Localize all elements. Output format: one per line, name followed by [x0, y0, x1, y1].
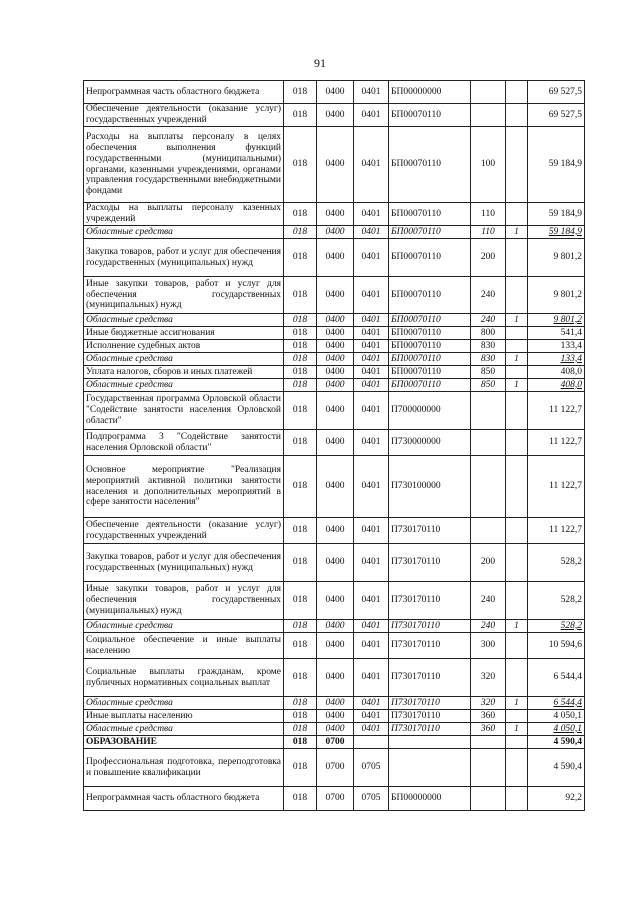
gr-code-cell: 018	[284, 104, 317, 127]
table-row	[84, 723, 585, 736]
amount-cell: 4 050,1	[528, 710, 585, 723]
subsection-code-cell: 0401	[354, 353, 389, 366]
funding-source-cell	[506, 327, 528, 340]
amount-cell: 408,0	[528, 379, 585, 392]
gr-code-cell: 018	[284, 379, 317, 392]
amount-cell: 408,0	[528, 366, 585, 379]
gr-code-cell: 018	[284, 544, 317, 582]
amount-cell: 6 544,4	[528, 659, 585, 697]
expense-name-cell: Социальные выплаты гражданам, кроме публичных нормативных социальных выплат	[84, 659, 284, 697]
amount-cell: 11 122,7	[528, 518, 585, 544]
target-item-code-cell: БП00070110	[389, 226, 471, 239]
expense-type-code-cell	[471, 430, 506, 456]
amount-cell: 69 527,5	[528, 81, 585, 104]
expense-type-code-cell: 110	[471, 203, 506, 226]
target-item-code-cell: БП00070110	[389, 239, 471, 277]
expense-name-cell: Обеспечение деятельности (оказание услуг) государственных учреждений	[84, 104, 284, 127]
expense-type-code-cell: 850	[471, 379, 506, 392]
table-row	[84, 787, 585, 811]
funding-source-cell	[506, 544, 528, 582]
section-code-cell: 0400	[317, 430, 354, 456]
expense-name-cell: Областные средства	[84, 353, 284, 366]
gr-code-cell: 018	[284, 277, 317, 314]
table-body	[84, 81, 585, 811]
funding-source-cell	[506, 430, 528, 456]
expense-type-code-cell: 240	[471, 582, 506, 620]
section-code-cell: 0400	[317, 518, 354, 544]
section-code-cell: 0400	[317, 104, 354, 127]
amount-cell: 59 184,9	[528, 127, 585, 203]
target-item-code-cell: П730170110	[389, 697, 471, 710]
expense-type-code-cell: 240	[471, 314, 506, 327]
gr-code-cell: 018	[284, 749, 317, 787]
target-item-code-cell: П730170110	[389, 518, 471, 544]
subsection-code-cell: 0401	[354, 104, 389, 127]
funding-source-cell	[506, 81, 528, 104]
expense-type-code-cell: 830	[471, 340, 506, 353]
table-row	[84, 239, 585, 277]
expense-type-code-cell	[471, 736, 506, 749]
section-code-cell: 0400	[317, 353, 354, 366]
expense-name-cell: Областные средства	[84, 226, 284, 239]
table-row	[84, 340, 585, 353]
subsection-code-cell: 0401	[354, 327, 389, 340]
subsection-code-cell: 0401	[354, 456, 389, 518]
section-code-cell: 0400	[317, 697, 354, 710]
section-code-cell: 0700	[317, 736, 354, 749]
amount-cell: 9 801,2	[528, 277, 585, 314]
funding-source-cell: 1	[506, 723, 528, 736]
amount-cell: 9 801,2	[528, 314, 585, 327]
amount-cell: 133,4	[528, 353, 585, 366]
section-code-cell: 0400	[317, 392, 354, 430]
table-row	[84, 81, 585, 104]
table-row	[84, 127, 585, 203]
funding-source-cell	[506, 239, 528, 277]
amount-cell: 10 594,6	[528, 633, 585, 659]
section-code-cell: 0700	[317, 749, 354, 787]
section-code-cell: 0400	[317, 659, 354, 697]
target-item-code-cell: П730170110	[389, 544, 471, 582]
expense-type-code-cell: 110	[471, 226, 506, 239]
funding-source-cell	[506, 749, 528, 787]
amount-cell: 4 590,4	[528, 749, 585, 787]
expense-type-code-cell: 320	[471, 697, 506, 710]
funding-source-cell	[506, 366, 528, 379]
expense-name-cell: Социальное обеспечение и иные выплаты населению	[84, 633, 284, 659]
expense-type-code-cell	[471, 104, 506, 127]
funding-source-cell	[506, 340, 528, 353]
target-item-code-cell: БП00070110	[389, 366, 471, 379]
amount-cell: 92,2	[528, 787, 585, 811]
section-code-cell: 0400	[317, 226, 354, 239]
expense-type-code-cell	[471, 81, 506, 104]
subsection-code-cell	[354, 736, 389, 749]
gr-code-cell: 018	[284, 81, 317, 104]
table-row	[84, 736, 585, 749]
subsection-code-cell: 0401	[354, 659, 389, 697]
subsection-code-cell: 0401	[354, 723, 389, 736]
amount-cell: 6 544,4	[528, 697, 585, 710]
amount-cell: 69 527,5	[528, 104, 585, 127]
table-row	[84, 518, 585, 544]
subsection-code-cell: 0401	[354, 544, 389, 582]
expense-type-code-cell: 360	[471, 710, 506, 723]
gr-code-cell: 018	[284, 392, 317, 430]
amount-cell: 541,4	[528, 327, 585, 340]
gr-code-cell: 018	[284, 239, 317, 277]
gr-code-cell: 018	[284, 314, 317, 327]
section-code-cell: 0400	[317, 366, 354, 379]
expense-type-code-cell	[471, 749, 506, 787]
funding-source-cell	[506, 104, 528, 127]
funding-source-cell: 1	[506, 379, 528, 392]
funding-source-cell	[506, 203, 528, 226]
expense-name-cell: Областные средства	[84, 314, 284, 327]
target-item-code-cell: БП00000000	[389, 81, 471, 104]
target-item-code-cell: П730170110	[389, 582, 471, 620]
amount-cell: 59 184,9	[528, 203, 585, 226]
amount-cell: 4 050,1	[528, 723, 585, 736]
table-row	[84, 314, 585, 327]
amount-cell: 528,2	[528, 582, 585, 620]
expense-type-code-cell: 300	[471, 633, 506, 659]
amount-cell: 11 122,7	[528, 430, 585, 456]
table-row	[84, 710, 585, 723]
expense-name-cell: Профессиональная подготовка, переподготовка и повышение квалификации	[84, 749, 284, 787]
expense-name-cell: Иные закупки товаров, работ и услуг для обеспечения государственных (муниципальных) нужд	[84, 582, 284, 620]
expense-type-code-cell	[471, 392, 506, 430]
table-row	[84, 456, 585, 518]
target-item-code-cell: П730000000	[389, 430, 471, 456]
funding-source-cell	[506, 633, 528, 659]
expense-name-cell: Закупка товаров, работ и услуг для обеспечения государственных (муниципальных) нужд	[84, 544, 284, 582]
section-code-cell: 0400	[317, 620, 354, 633]
target-item-code-cell: БП00070110	[389, 353, 471, 366]
table-row	[84, 366, 585, 379]
table-row	[84, 203, 585, 226]
subsection-code-cell: 0705	[354, 787, 389, 811]
table-row	[84, 544, 585, 582]
table-row	[84, 226, 585, 239]
expense-name-cell: Иные бюджетные ассигнования	[84, 327, 284, 340]
expense-name-cell: Обеспечение деятельности (оказание услуг) государственных учреждений	[84, 518, 284, 544]
target-item-code-cell: БП00070110	[389, 127, 471, 203]
gr-code-cell: 018	[284, 456, 317, 518]
section-code-cell: 0400	[317, 456, 354, 518]
target-item-code-cell: П730170110	[389, 633, 471, 659]
funding-source-cell	[506, 787, 528, 811]
target-item-code-cell: БП00070110	[389, 203, 471, 226]
funding-source-cell	[506, 456, 528, 518]
gr-code-cell: 018	[284, 787, 317, 811]
funding-source-cell: 1	[506, 353, 528, 366]
expense-name-cell: Областные средства	[84, 723, 284, 736]
gr-code-cell: 018	[284, 736, 317, 749]
expense-name-cell: Иные выплаты населению	[84, 710, 284, 723]
section-code-cell: 0400	[317, 127, 354, 203]
expense-type-code-cell: 830	[471, 353, 506, 366]
section-code-cell: 0700	[317, 787, 354, 811]
amount-cell: 133,4	[528, 340, 585, 353]
subsection-code-cell: 0401	[354, 314, 389, 327]
table-row	[84, 379, 585, 392]
table-row	[84, 633, 585, 659]
section-code-cell: 0400	[317, 544, 354, 582]
subsection-code-cell: 0401	[354, 710, 389, 723]
subsection-code-cell: 0401	[354, 582, 389, 620]
expense-type-code-cell: 240	[471, 277, 506, 314]
gr-code-cell: 018	[284, 127, 317, 203]
table-row	[84, 659, 585, 697]
amount-cell: 528,2	[528, 620, 585, 633]
subsection-code-cell: 0401	[354, 226, 389, 239]
target-item-code-cell: П730170110	[389, 659, 471, 697]
table-row	[84, 277, 585, 314]
gr-code-cell: 018	[284, 582, 317, 620]
amount-cell: 11 122,7	[528, 456, 585, 518]
subsection-code-cell: 0401	[354, 277, 389, 314]
target-item-code-cell: П730100000	[389, 456, 471, 518]
expense-name-cell: Непрограммная часть областного бюджета	[84, 787, 284, 811]
gr-code-cell: 018	[284, 327, 317, 340]
budget-table	[83, 80, 585, 811]
subsection-code-cell: 0401	[354, 430, 389, 456]
amount-cell: 528,2	[528, 544, 585, 582]
subsection-code-cell: 0401	[354, 392, 389, 430]
target-item-code-cell: БП00000000	[389, 787, 471, 811]
funding-source-cell: 1	[506, 697, 528, 710]
expense-type-code-cell: 360	[471, 723, 506, 736]
gr-code-cell: 018	[284, 620, 317, 633]
expense-name-cell: Областные средства	[84, 379, 284, 392]
subsection-code-cell: 0401	[354, 697, 389, 710]
gr-code-cell: 018	[284, 518, 317, 544]
gr-code-cell: 018	[284, 633, 317, 659]
expense-name-cell: Уплата налогов, сборов и иных платежей	[84, 366, 284, 379]
expense-type-code-cell	[471, 518, 506, 544]
expense-name-cell: Расходы на выплаты персоналу казенных учреждений	[84, 203, 284, 226]
target-item-code-cell: П700000000	[389, 392, 471, 430]
subsection-code-cell: 0401	[354, 366, 389, 379]
expense-name-cell: Иные закупки товаров, работ и услуг для обеспечения государственных (муниципальных) нужд	[84, 277, 284, 314]
table-row	[84, 582, 585, 620]
gr-code-cell: 018	[284, 723, 317, 736]
section-code-cell: 0400	[317, 81, 354, 104]
target-item-code-cell: БП00070110	[389, 327, 471, 340]
gr-code-cell: 018	[284, 203, 317, 226]
expense-type-code-cell	[471, 787, 506, 811]
funding-source-cell	[506, 277, 528, 314]
funding-source-cell: 1	[506, 314, 528, 327]
subsection-code-cell: 0401	[354, 633, 389, 659]
expense-type-code-cell: 240	[471, 620, 506, 633]
expense-name-cell: Областные средства	[84, 620, 284, 633]
subsection-code-cell: 0401	[354, 620, 389, 633]
gr-code-cell: 018	[284, 430, 317, 456]
table-row	[84, 697, 585, 710]
amount-cell: 11 122,7	[528, 392, 585, 430]
section-code-cell: 0400	[317, 340, 354, 353]
funding-source-cell: 1	[506, 226, 528, 239]
expense-name-cell: Исполнение судебных актов	[84, 340, 284, 353]
gr-code-cell: 018	[284, 659, 317, 697]
expense-type-code-cell: 850	[471, 366, 506, 379]
subsection-code-cell: 0401	[354, 379, 389, 392]
subsection-code-cell: 0401	[354, 518, 389, 544]
gr-code-cell: 018	[284, 226, 317, 239]
section-code-cell: 0400	[317, 203, 354, 226]
funding-source-cell	[506, 392, 528, 430]
funding-source-cell	[506, 127, 528, 203]
funding-source-cell	[506, 582, 528, 620]
page-number: 91	[314, 56, 326, 70]
expense-type-code-cell: 200	[471, 239, 506, 277]
target-item-code-cell: БП00070110	[389, 314, 471, 327]
table-row	[84, 353, 585, 366]
expense-name-cell: Государственная программа Орловской области "Содействие занятости населения Орловской области"	[84, 392, 284, 430]
section-code-cell: 0400	[317, 239, 354, 277]
subsection-code-cell: 0401	[354, 239, 389, 277]
subsection-code-cell: 0401	[354, 340, 389, 353]
funding-source-cell	[506, 736, 528, 749]
target-item-code-cell: П730170110	[389, 723, 471, 736]
section-code-cell: 0400	[317, 314, 354, 327]
target-item-code-cell	[389, 749, 471, 787]
section-code-cell: 0400	[317, 710, 354, 723]
target-item-code-cell: БП00070110	[389, 379, 471, 392]
gr-code-cell: 018	[284, 353, 317, 366]
table-row	[84, 392, 585, 430]
expense-type-code-cell: 100	[471, 127, 506, 203]
gr-code-cell: 018	[284, 340, 317, 353]
target-item-code-cell: БП00070110	[389, 340, 471, 353]
expense-type-code-cell: 200	[471, 544, 506, 582]
funding-source-cell	[506, 659, 528, 697]
section-code-cell: 0400	[317, 379, 354, 392]
expense-name-cell: ОБРАЗОВАНИЕ	[84, 736, 284, 749]
target-item-code-cell: БП00070110	[389, 277, 471, 314]
target-item-code-cell: П730170110	[389, 710, 471, 723]
funding-source-cell	[506, 710, 528, 723]
funding-source-cell: 1	[506, 620, 528, 633]
subsection-code-cell: 0401	[354, 81, 389, 104]
table-row	[84, 620, 585, 633]
expense-type-code-cell: 800	[471, 327, 506, 340]
table-row	[84, 104, 585, 127]
target-item-code-cell	[389, 736, 471, 749]
funding-source-cell	[506, 518, 528, 544]
gr-code-cell: 018	[284, 697, 317, 710]
target-item-code-cell: БП00070110	[389, 104, 471, 127]
expense-name-cell: Непрограммная часть областного бюджета	[84, 81, 284, 104]
table-row	[84, 749, 585, 787]
expense-name-cell: Расходы на выплаты персоналу в целях обеспечения выполнения функций государственными (муниципальными) органами, казенными учреждениями, органами управления государственными внебюджетными фондами	[84, 127, 284, 203]
section-code-cell: 0400	[317, 633, 354, 659]
table-row	[84, 327, 585, 340]
expense-name-cell: Закупка товаров, работ и услуг для обеспечения государственных (муниципальных) нужд	[84, 239, 284, 277]
expense-type-code-cell: 320	[471, 659, 506, 697]
table-row	[84, 430, 585, 456]
gr-code-cell: 018	[284, 710, 317, 723]
target-item-code-cell: П730170110	[389, 620, 471, 633]
expense-name-cell: Подпрограмма 3 "Содействие занятости населения Орловской области"	[84, 430, 284, 456]
section-code-cell: 0400	[317, 277, 354, 314]
section-code-cell: 0400	[317, 327, 354, 340]
amount-cell: 9 801,2	[528, 239, 585, 277]
subsection-code-cell: 0401	[354, 203, 389, 226]
section-code-cell: 0400	[317, 723, 354, 736]
expense-name-cell: Областные средства	[84, 697, 284, 710]
subsection-code-cell: 0705	[354, 749, 389, 787]
gr-code-cell: 018	[284, 366, 317, 379]
expense-name-cell: Основное мероприятие "Реализация мероприятий активной политики занятости населения и дополнительных мероприятий в сфере занятости населения"	[84, 456, 284, 518]
expense-type-code-cell	[471, 456, 506, 518]
amount-cell: 59 184,9	[528, 226, 585, 239]
amount-cell: 4 590,4	[528, 736, 585, 749]
section-code-cell: 0400	[317, 582, 354, 620]
subsection-code-cell: 0401	[354, 127, 389, 203]
